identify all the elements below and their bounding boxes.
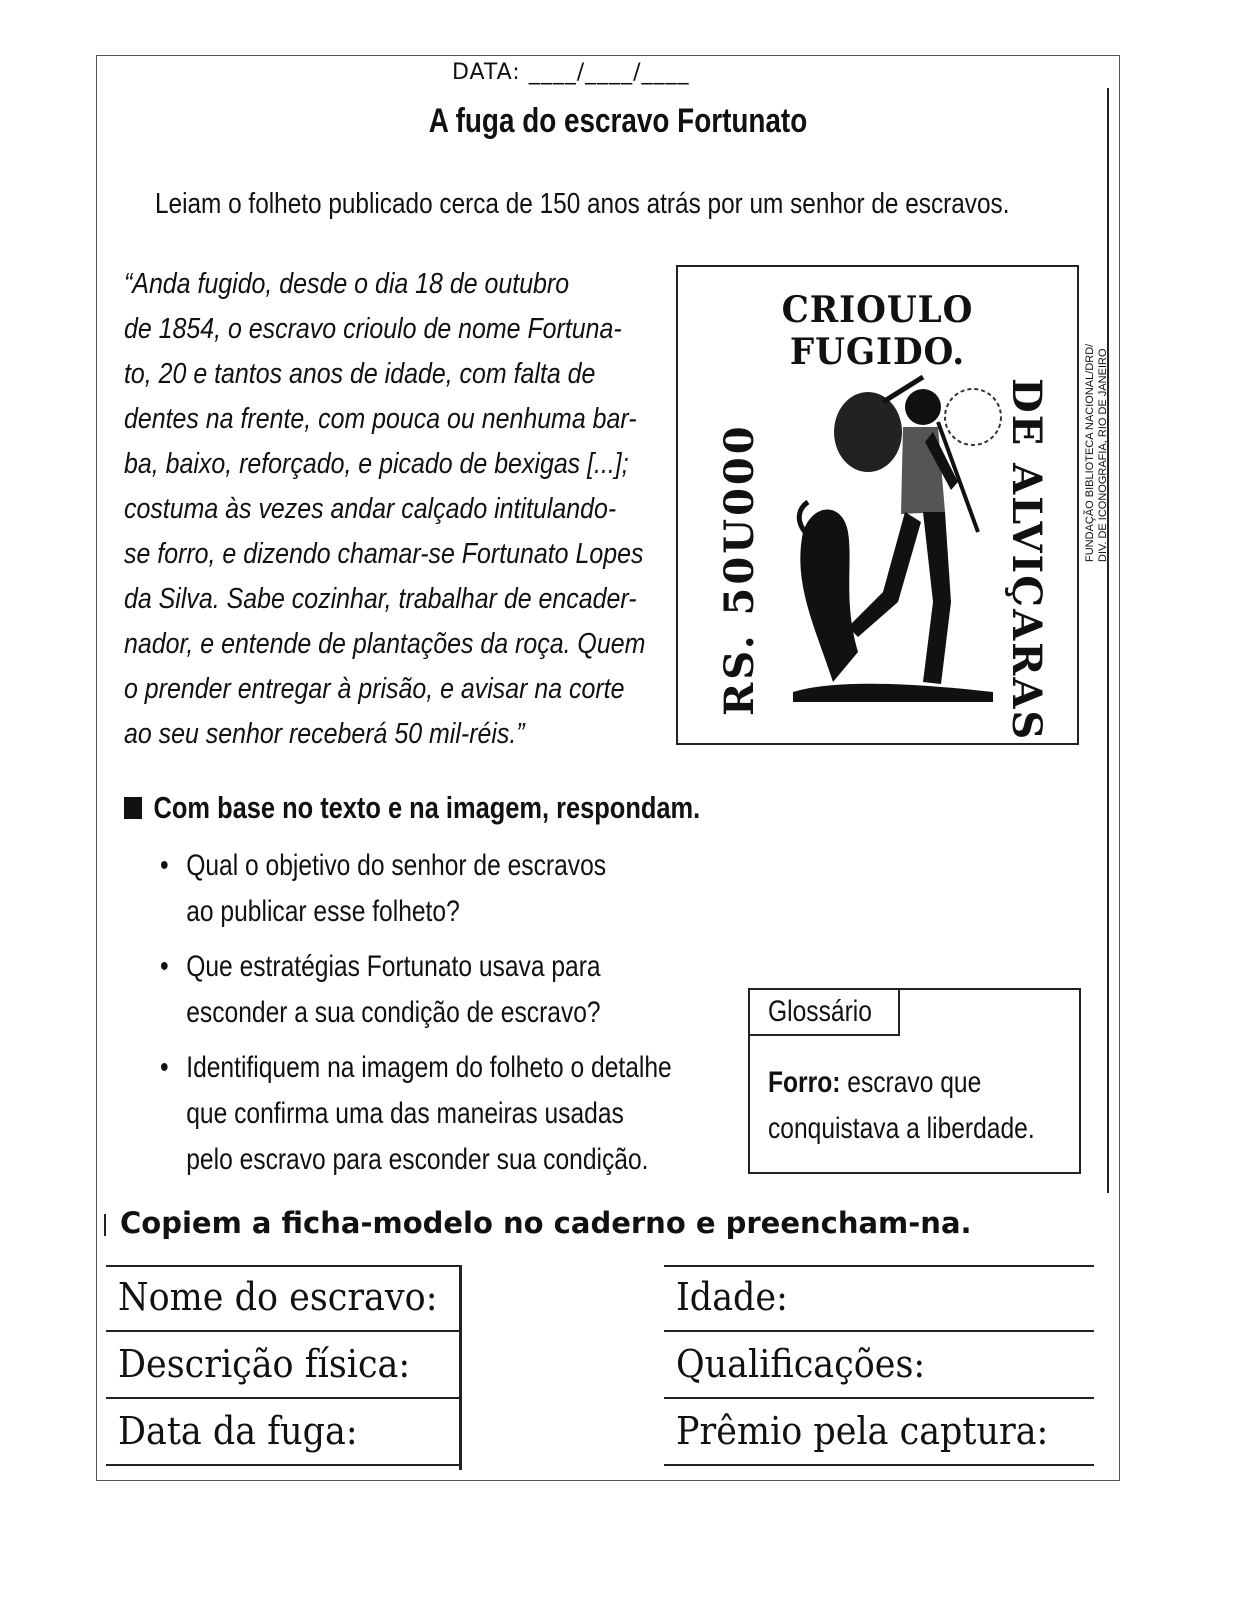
form-field-row [664,1332,1094,1399]
quote-line: “Anda fugido, desde o dia 18 de outubro [124,268,570,300]
form-instruction: Copiem a ficha-modelo no caderno e preencham-na. [104,1206,972,1240]
flyer-alvicaras-text: DE ALVIÇARAS [1003,378,1050,742]
quote-line: nador, e entende de plantações da roça. Quem [124,628,646,660]
glossary-definition: escravo que [840,1066,982,1099]
form-field-label: Descrição física: [118,1342,411,1386]
quote-line: dentes na frente, com pouca ou nenhuma bar- [124,403,637,435]
square-bullet-icon [124,797,142,819]
question-item: • Identifiquem na imagem do folheto o detalhe que confirma uma das maneiras usadas pelo escravo para esconder sua condição. [160,1045,672,1183]
glossary-entry [768,1060,1035,1152]
quote-line: de 1854, o escravo crioulo de nome Fortuna- [124,313,622,345]
credit-line: DIV. DE ICONOGRAFIA, RIO DE JANEIRO [1097,348,1109,562]
quote-line: ba, baixo, reforçado, e picado de bexigas [...]; [124,448,629,480]
page-title: A fuga do escravo Fortunato [428,102,808,140]
image-credit [1084,344,1110,562]
form-field-row [664,1265,1094,1332]
tick-mark [104,1214,106,1236]
flyer-reward-text: RS. 50U000 [716,423,763,716]
form-field-row [106,1332,459,1399]
question-item: • Qual o objetivo do senhor de escravos ao publicar esse folheto? [160,843,606,935]
quote-line: da Silva. Sabe cozinhar, trabalhar de encader- [124,583,637,615]
form-right-column [664,1265,1094,1470]
quote-line: to, 20 e tantos anos de idade, com falta de [124,358,596,390]
questions-heading: Com base no texto e na imagem, respondam. [124,790,700,826]
form-field-label: Prêmio pela captura: [676,1409,1049,1453]
quote-line: costuma às vezes andar calçado intitulando- [124,493,617,525]
glossary-box [748,988,1081,1174]
quote-block [124,262,645,757]
form-field-row [664,1399,1094,1466]
glossary-title: Glossário [768,995,872,1028]
form-field-label: Idade: [676,1275,788,1319]
date-field: DATA: ____/____/____ [452,60,690,85]
quote-line: se forro, e dizendo chamar-se Fortunato Lopes [124,538,644,570]
runaway-figure-illustration [773,362,1023,722]
form-field-row [106,1265,459,1332]
form-field-label: Data da fuga: [118,1409,358,1453]
intro-text: Leiam o folheto publicado cerca de 150 anos atrás por um senhor de escravos. [155,188,1010,220]
bullet-icon: • [160,849,169,882]
form-field-label: Qualificações: [676,1342,926,1386]
form-field-label: Nome do escravo: [118,1275,438,1319]
vertical-rule [1107,88,1109,1193]
quote-line: o prender entregar à prisão, e avisar na corte [124,673,625,705]
quote-line: ao seu senhor receberá 50 mil-réis.” [124,718,525,750]
flyer-title: CRIOULO FUGIDO. [781,289,974,373]
bullet-icon: • [160,1051,169,1084]
question-item: • Que estratégias Fortunato usava para esconder a sua condição de escravo? [160,944,601,1036]
glossary-term: Forro: [768,1066,841,1099]
bullet-icon: • [160,950,169,983]
form-field-row [106,1399,459,1466]
credit-line: FUNDAÇÃO BIBLIOTECA NACIONAL/DRD/ [1084,343,1096,562]
form-left-column [106,1265,462,1470]
glossary-definition: conquistava a liberdade. [768,1112,1035,1145]
